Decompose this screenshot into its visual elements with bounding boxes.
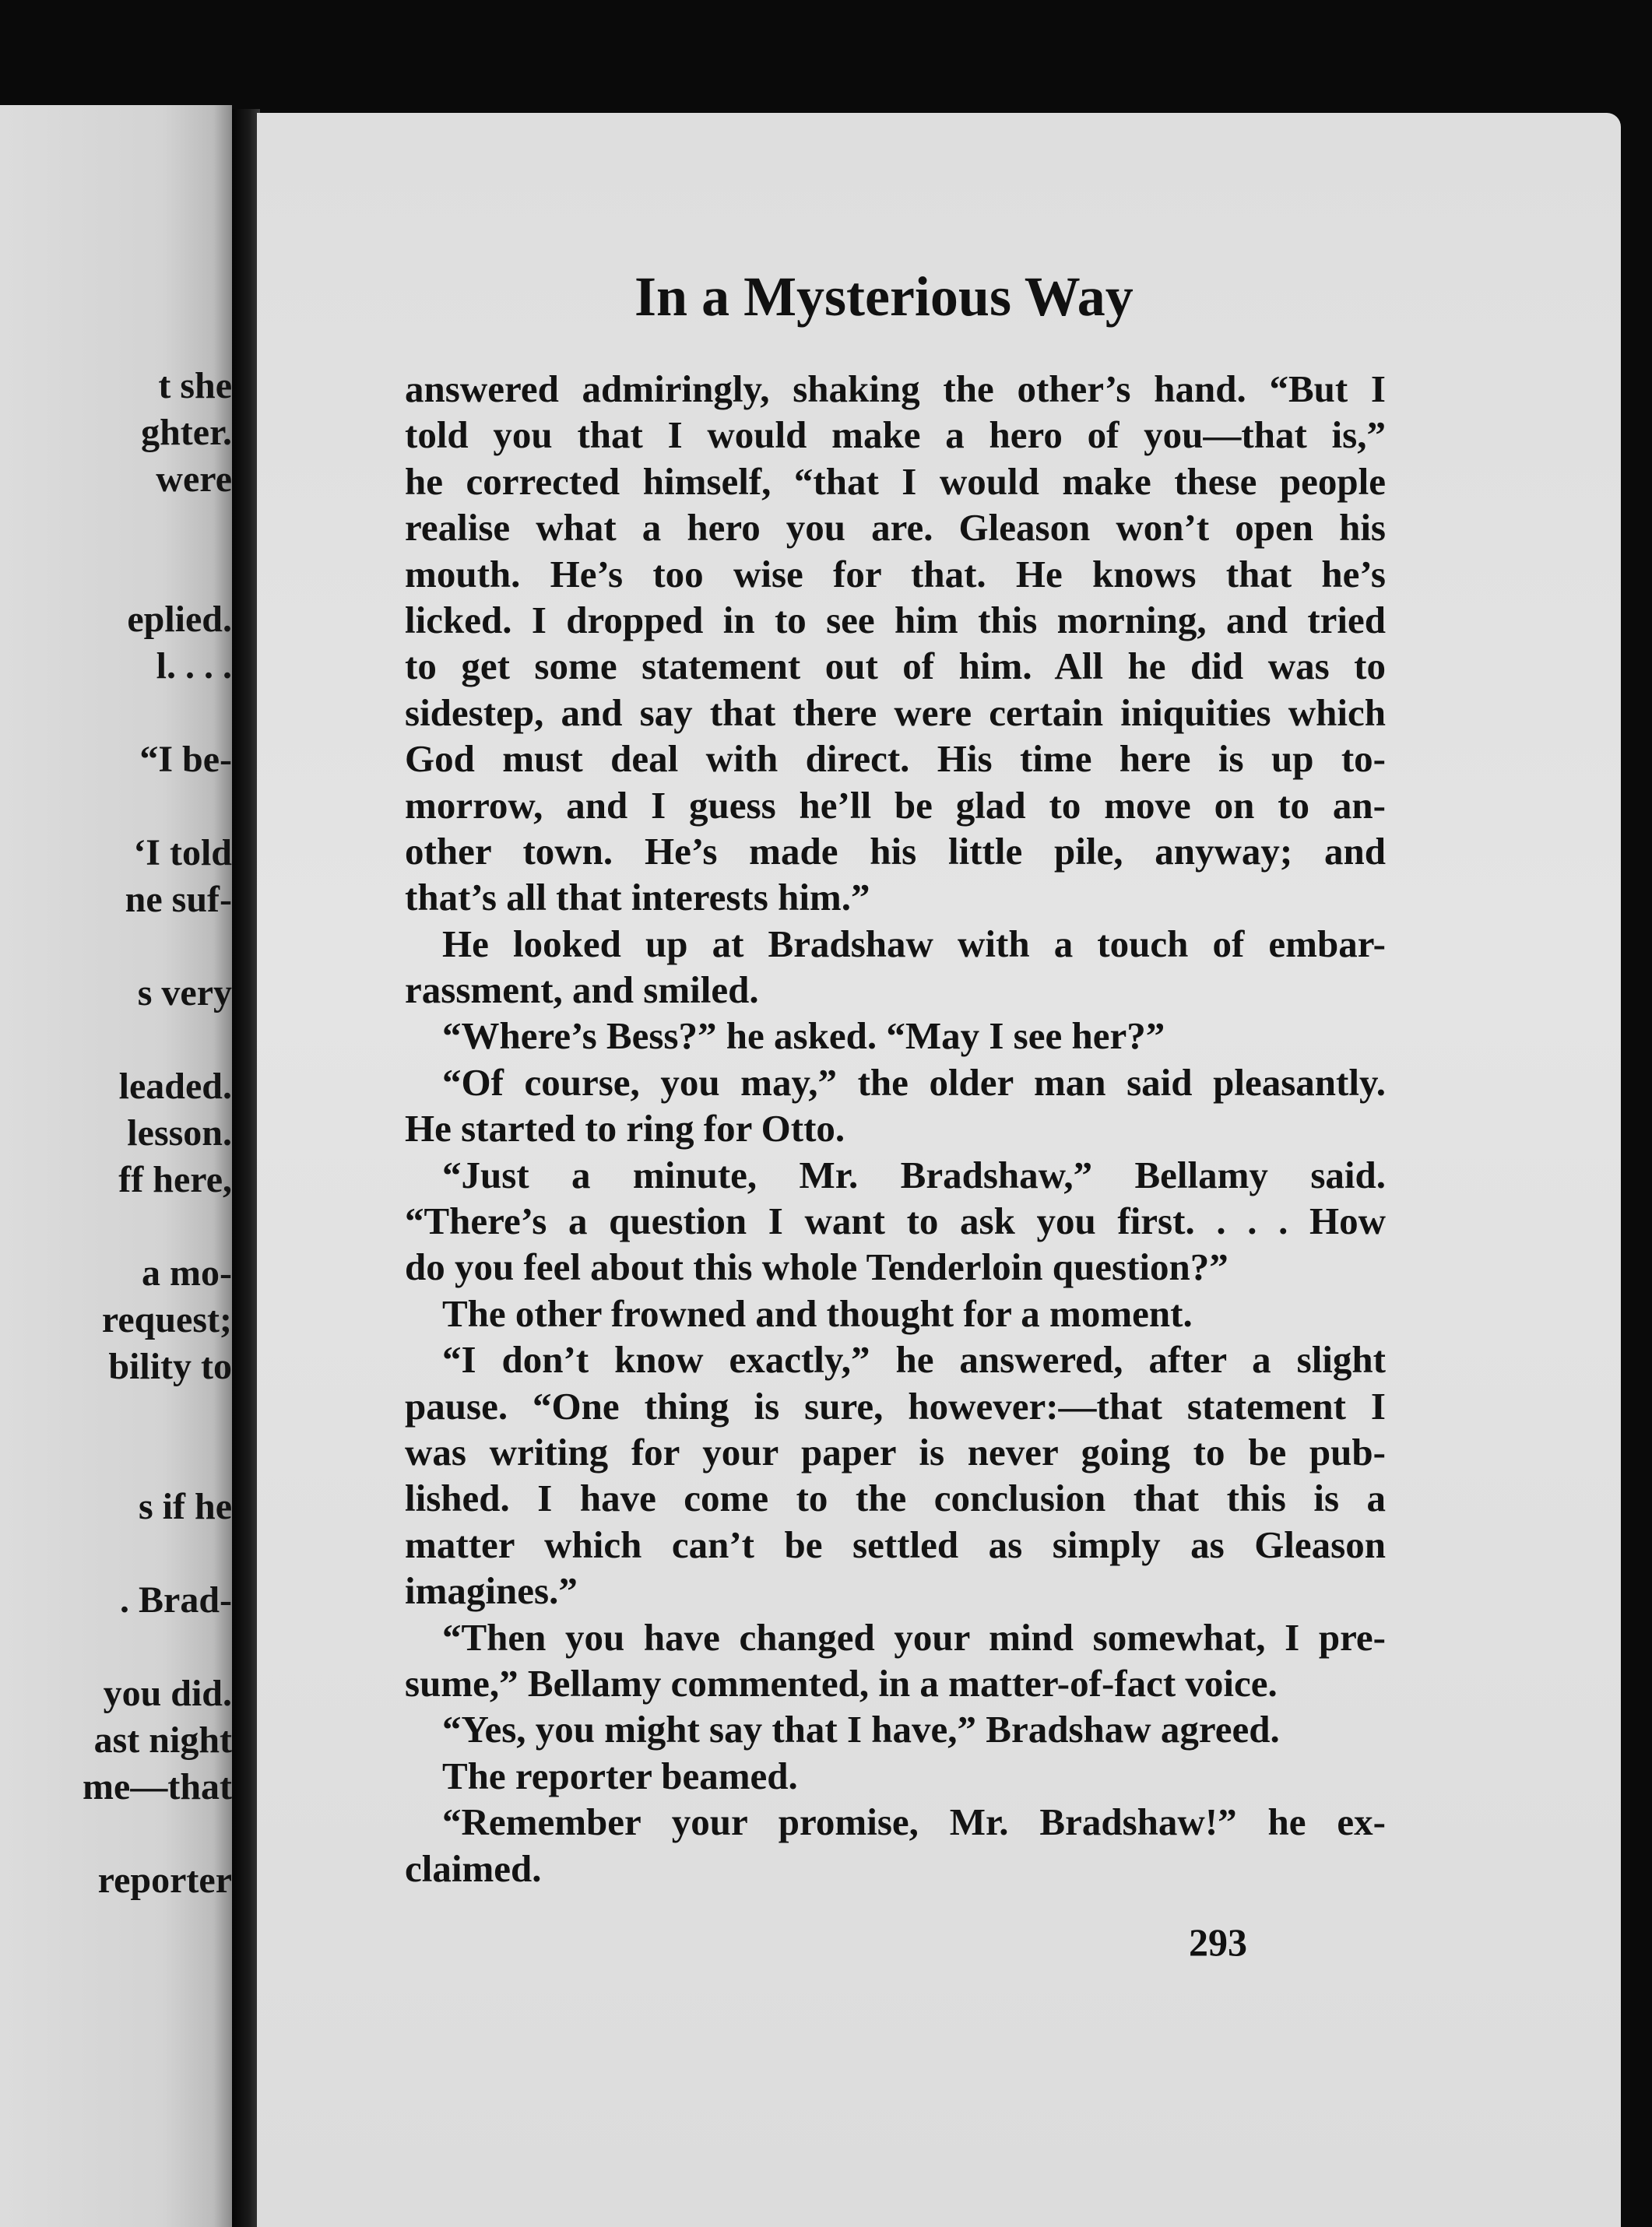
- left-page-line: t she: [158, 365, 232, 406]
- text-line: “Then you have changed your mind somewhat, I pre-: [442, 1615, 1386, 1659]
- text-line: morrow, and I guess he’ll be glad to move on to an-: [405, 783, 1386, 827]
- text-line: realise what a hero you are. Gleason won’t open his: [405, 506, 1386, 550]
- left-page-line: ‘I told: [133, 832, 232, 873]
- text-line: other town. He’s made his little pile, anyway; and: [405, 829, 1386, 873]
- text-line: sidestep, and say that there were certain iniquities which: [405, 690, 1386, 734]
- text-line: God must deal with direct. His time here is up to-: [405, 737, 1386, 781]
- left-page-line: you did.: [103, 1673, 232, 1714]
- left-page-line: reporter: [97, 1860, 232, 1901]
- left-page-line: eplied.: [127, 599, 232, 640]
- text-line: rassment, and smiled.: [405, 968, 759, 1012]
- book-gutter: [232, 109, 260, 2227]
- body-text: [405, 366, 1386, 1892]
- left-page-line: “I be-: [139, 739, 232, 780]
- text-line: told you that I would make a hero of you—that is,”: [405, 413, 1386, 457]
- text-line: “Where’s Bess?” he asked. “May I see her?”: [442, 1014, 1165, 1058]
- text-line: He started to ring for Otto.: [405, 1107, 845, 1150]
- text-line: “Of course, you may,” the older man said pleasantly.: [442, 1060, 1386, 1104]
- text-line: mouth. He’s too wise for that. He knows that he’s: [405, 552, 1386, 595]
- left-page: [0, 105, 232, 2227]
- text-line: answered admiringly, shaking the other’s hand. “But I: [405, 367, 1386, 410]
- page-number: 293: [1189, 1920, 1247, 1964]
- text-line: matter which can’t be settled as simply as Gleason: [405, 1523, 1386, 1566]
- text-line: The other frowned and thought for a moment.: [442, 1291, 1193, 1335]
- text-line: The reporter beamed.: [442, 1754, 798, 1797]
- left-page-line: . Brad-: [120, 1579, 232, 1621]
- left-page-line: a mo-: [142, 1252, 232, 1294]
- left-page-line: ff here,: [118, 1159, 232, 1200]
- text-line: He looked up at Bradshaw with a touch of embar-: [442, 922, 1386, 965]
- left-page-line: ghter.: [141, 412, 232, 453]
- text-line: he corrected himself, “that I would make these people: [405, 459, 1386, 503]
- text-line: “I don’t know exactly,” he answered, after a slight: [442, 1338, 1386, 1382]
- left-page-line: were: [156, 458, 232, 500]
- left-page-line: ast night: [93, 1719, 232, 1761]
- left-page-line: l. . . .: [156, 645, 232, 687]
- left-page-line: bility to: [108, 1346, 232, 1387]
- text-line: to get some statement out of him. All he did was to: [405, 645, 1386, 688]
- left-page-line: lesson.: [127, 1112, 232, 1154]
- text-line: claimed.: [405, 1846, 542, 1890]
- text-line: do you feel about this whole Tenderloin question?”: [405, 1245, 1228, 1289]
- text-line: “There’s a question I want to ask you first. . . . How: [405, 1200, 1386, 1243]
- text-line: sume,” Bellamy commented, in a matter-of-fact voice.: [405, 1661, 1278, 1705]
- text-line: licked. I dropped in to see him this morning, and tried: [405, 598, 1386, 641]
- text-line: “Just a minute, Mr. Bradshaw,” Bellamy said.: [442, 1153, 1386, 1196]
- left-page-line: request;: [101, 1299, 232, 1340]
- text-line: was writing for your paper is never going to be pub-: [405, 1430, 1386, 1474]
- text-line: “Yes, you might say that I have,” Bradshaw agreed.: [442, 1708, 1280, 1751]
- text-line: imagines.”: [405, 1569, 578, 1613]
- text-line: pause. “One thing is sure, however:—that statement I: [405, 1384, 1386, 1428]
- right-page-edge: [1621, 125, 1652, 2227]
- left-page-line: s very: [137, 972, 232, 1013]
- left-page-line: me—that: [83, 1766, 232, 1807]
- left-page-line: leaded.: [118, 1066, 232, 1107]
- text-line: “Remember your promise, Mr. Bradshaw!” he ex-: [442, 1800, 1386, 1844]
- text-line: lished. I have come to the conclusion that this is a: [405, 1477, 1386, 1520]
- left-page-line: ne suf-: [125, 879, 232, 920]
- text-line: that’s all that interests him.”: [405, 876, 870, 919]
- running-head: In a Mysterious Way: [634, 265, 1134, 328]
- left-page-line: s if he: [139, 1486, 232, 1527]
